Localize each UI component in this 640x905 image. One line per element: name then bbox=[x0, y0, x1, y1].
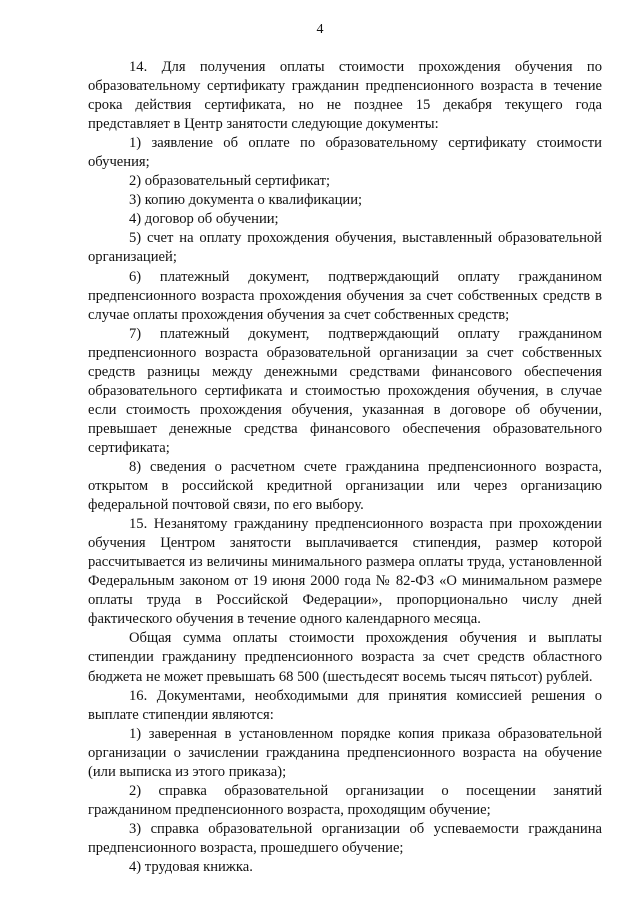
paragraph-15-stipend: 15. Незанятому гражданину предпенсионного возраста при прохождении обучения Центром занятости выплачивается стипендия, размер которой рассчитывается из величины минимального размера оплаты труда, установленной Федеральным законом от 19 июня 2000 года № 82-ФЗ «О минимальном размере оплаты труда в Российской Федерации», пропорционально числу дней фактического обучения в течение одного календарного месяца. bbox=[88, 516, 602, 628]
list-item-attendance-certificate: 2) справка образовательной организации о посещении занятий гражданином предпенсионного возраста, проходящим обучение; bbox=[88, 782, 602, 818]
paragraph-14-intro: 14. Для получения оплаты стоимости прохождения обучения по образовательному сертификату гражданин предпенсионного возраста в течение срока действия сертификата, но не позднее 15 декабря текущего года представляет в Центр занятости следующие документы: bbox=[88, 59, 602, 133]
list-item-certificate: 2) образовательный сертификат; bbox=[129, 173, 331, 190]
page-number: 4 bbox=[316, 22, 324, 37]
list-item-bank-account: 8) сведения о расчетном счете гражданина предпенсионного возраста, открытом в российской кредитной организации или через организацию федеральной почтовой связи, по его выбору. bbox=[88, 458, 602, 514]
list-item-invoice: 5) счет на оплату прохождения обучения, выставленный образовательной организацией; bbox=[88, 230, 602, 266]
list-item-training-contract: 4) договор об обучении; bbox=[129, 211, 279, 228]
list-item-qualification-copy: 3) копию документа о квалификации; bbox=[129, 192, 363, 209]
list-item-progress-certificate: 3) справка образовательной организации об успеваемости гражданина предпенсионного возраста, прошедшего обучение; bbox=[88, 820, 602, 856]
list-item-application: 1) заявление об оплате по образовательному сертификату стоимости обучения; bbox=[88, 135, 602, 171]
list-item-payment-difference: 7) платежный документ, подтверждающий оплату гражданином предпенсионного возраста образовательной организации за счет собственных средств разницы между денежными средствами финансового обеспечения образовательного сертификата и стоимостью прохождения обучения, в случае если стоимость прохождения обучения, указанная в договоре об обучении, превышает денежные средства финансового обеспечения образовательного сертификата; bbox=[88, 325, 602, 456]
document-body bbox=[88, 58, 602, 877]
paragraph-total-amount: Общая сумма оплаты стоимости прохождения обучения и выплаты стипендии гражданину предпенсионного возраста за счет средств областного бюджета не может превышать 68 500 (шестьдесят восемь тысяч пятьсот) рублей. bbox=[88, 630, 602, 685]
paragraph-16-intro: 16. Документами, необходимыми для принятия комиссией решения о выплате стипендии являются: bbox=[88, 687, 602, 723]
list-item-payment-own-funds: 6) платежный документ, подтверждающий оплату гражданином предпенсионного возраста прохождения обучения за счет собственных средств в случае оплаты прохождения обучения за счет собственных средств; bbox=[88, 268, 602, 323]
list-item-employment-record: 4) трудовая книжка. bbox=[129, 858, 253, 875]
list-item-enrollment-order: 1) заверенная в установленном порядке копия приказа образовательной организации о зачислении гражданина предпенсионного возраста на обучение (или выписка из этого приказа); bbox=[88, 725, 602, 780]
